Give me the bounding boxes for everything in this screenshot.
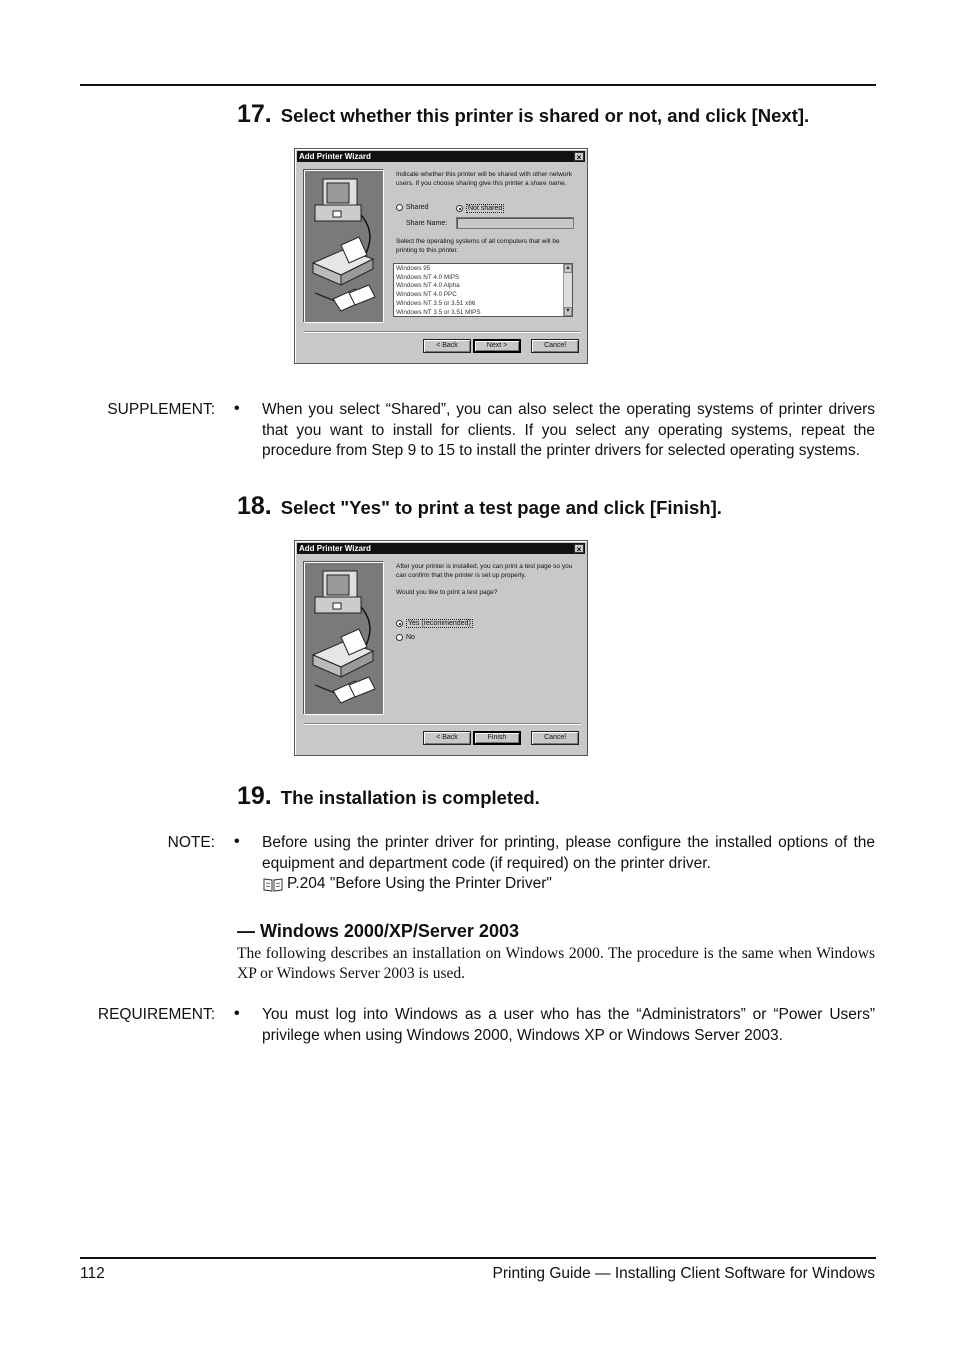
test-page-question: Would you like to print a test page? (396, 589, 498, 596)
radio-icon (396, 204, 403, 211)
scroll-down-icon[interactable]: ▼ (565, 308, 571, 314)
list-item[interactable]: Windows NT 4.0 MIPS (396, 273, 460, 281)
not-shared-label: Not shared (468, 205, 503, 212)
note-reference[interactable] (262, 874, 875, 895)
list-item[interactable]: Windows NT 3.5 or 3.51 x86 (396, 299, 476, 307)
share-instructions: Indicate whether this printer will be shared with other network users. If you choose sharing give this printer a share name. (396, 171, 572, 187)
requirement-text: You must log into Windows as a user who has the “Administrators” or “Power Users” privilege when using Windows 2000, Windows XP or Windows Server 2003. (262, 1006, 875, 1044)
wizard-printer-illustration (304, 562, 384, 715)
share-name-label: Share Name: (406, 220, 448, 227)
listbox-scrollbar[interactable] (563, 264, 572, 316)
bullet: • (234, 400, 240, 417)
list-item[interactable]: Windows NT 4.0 Alpha (396, 282, 460, 290)
step-number: 19. (237, 782, 272, 810)
yes-label: Yes (recommended) (408, 620, 471, 627)
book-icon (262, 877, 284, 893)
close-icon[interactable]: × (574, 544, 584, 553)
share-name-input[interactable] (456, 217, 574, 229)
note-body: Before using the printer driver for printing, please configure the installed options of the equipment and department code (if required) on the printer driver. (262, 834, 875, 872)
list-item[interactable]: Windows NT 4.0 PPC (396, 291, 457, 299)
step-text: The installation is completed. (280, 787, 540, 808)
bullet: • (234, 1005, 240, 1022)
page-number: 112 (80, 1265, 105, 1282)
list-item[interactable]: Windows NT 3.5 or 3.51 MIPS (396, 308, 481, 316)
list-item[interactable]: Windows 95 (396, 265, 431, 272)
note-label: NOTE: (167, 834, 215, 851)
top-rule (80, 84, 876, 86)
dialog-title-bar (297, 151, 585, 162)
back-button[interactable]: < Back (423, 339, 471, 353)
add-printer-wizard-share-dialog (294, 148, 588, 364)
shared-label: Shared (406, 204, 429, 211)
step-number: 18. (237, 492, 272, 520)
cancel-button[interactable]: Cancel (531, 339, 579, 353)
add-printer-wizard-test-page-dialog (294, 540, 588, 756)
step-text: Select "Yes" to print a test page and click [Finish]. (280, 497, 722, 518)
scroll-up-icon[interactable]: ▲ (565, 265, 571, 271)
not-shared-radio[interactable] (456, 204, 504, 213)
step-18-heading (237, 492, 722, 521)
os-prompt: Select the operating systems of all computers that will be printing to this printer. (396, 238, 560, 254)
yes-radio[interactable] (396, 619, 473, 628)
dialog-title: Add Printer Wizard (299, 152, 371, 161)
os-listbox[interactable] (393, 263, 573, 317)
bullet: • (234, 833, 240, 850)
reference-text: P.204 "Before Using the Printer Driver" (287, 875, 552, 893)
step-text: Select whether this printer is shared or not, and click [Next]. (280, 105, 810, 126)
test-page-instructions: After your printer is installed, you can print a test page so you can confirm that the printer is set up properly. (396, 563, 573, 579)
no-radio[interactable] (396, 634, 415, 641)
footer-rule (80, 1257, 876, 1259)
computer-printer-icon (305, 171, 383, 322)
requirement-label: REQUIREMENT: (97, 1006, 215, 1023)
cancel-button[interactable]: Cancel (531, 731, 579, 745)
wizard-printer-illustration (304, 170, 384, 323)
computer-printer-icon (305, 563, 383, 714)
section-heading: — Windows 2000/XP/Server 2003 (237, 921, 519, 941)
note-text (262, 833, 875, 895)
back-button[interactable]: < Back (423, 731, 471, 745)
step-17-heading (237, 100, 809, 129)
dialog-separator (304, 723, 581, 725)
dialog-separator (304, 331, 581, 333)
section-intro: The following describes an installation on Windows 2000. The procedure is the same when Windows XP or Windows Server 2003 is used. (237, 945, 875, 982)
dialog-title-bar (297, 543, 585, 554)
close-icon[interactable]: × (574, 152, 584, 161)
radio-selected-icon (396, 620, 403, 627)
footer-title: Printing Guide — Installing Client Software for Windows (492, 1265, 875, 1282)
radio-selected-icon (456, 205, 463, 212)
dialog-title: Add Printer Wizard (299, 544, 371, 553)
step-number: 17. (237, 100, 272, 128)
step-19-heading (237, 782, 540, 811)
supplement-label: SUPPLEMENT: (107, 401, 215, 418)
shared-radio[interactable] (396, 204, 429, 211)
supplement-text: When you select “Shared”, you can also select the operating systems of printer drivers that you want to install for clients. If you select any operating systems, repeat the procedure from Step 9 to 15 to install the printer drivers for selected operating systems. (262, 401, 875, 460)
no-label: No (406, 634, 415, 641)
next-button[interactable]: Next > (473, 339, 521, 353)
finish-button[interactable]: Finish (473, 731, 521, 745)
radio-icon (396, 634, 403, 641)
